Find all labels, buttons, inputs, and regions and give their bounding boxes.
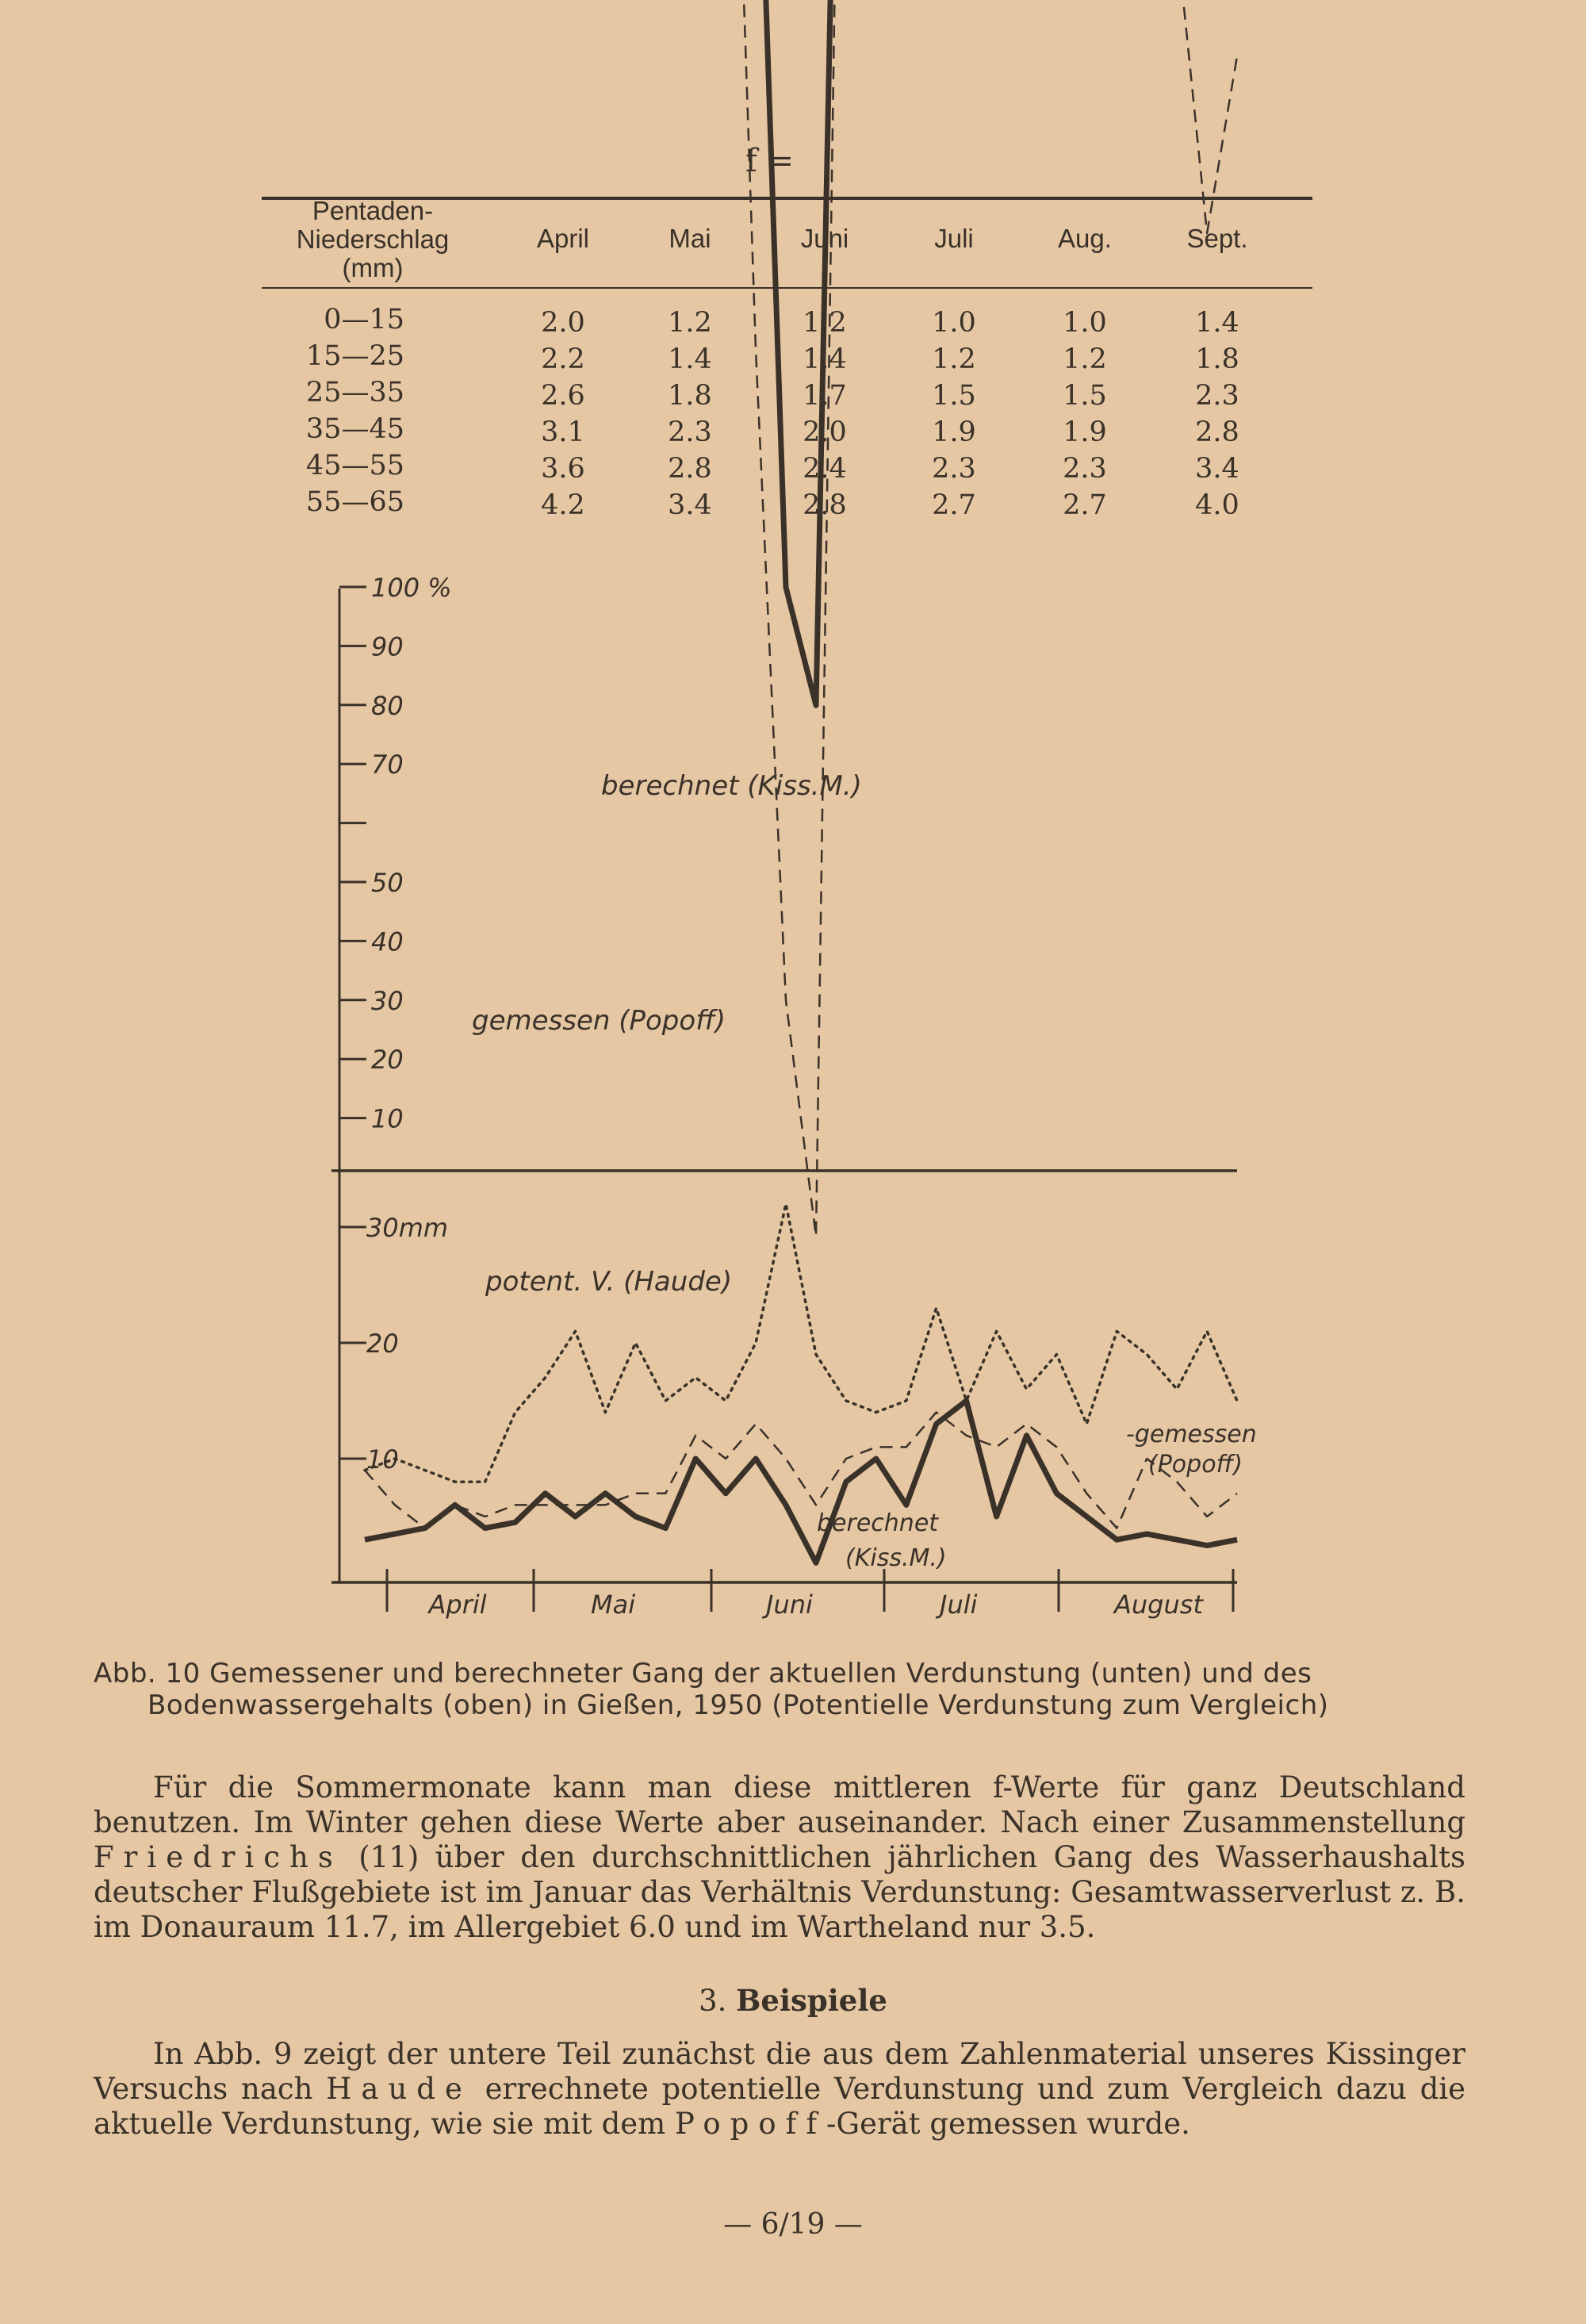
table-cell: 2.8 — [668, 453, 712, 485]
y-tick-label-top: 40 — [371, 926, 404, 957]
table-row-header: Pentaden- Niederschlag (mm) — [296, 196, 450, 282]
paragraph-1: Für die Sommermonate kann man diese mittleren f-Werte für ganz Deutschland benutzen. Im Winter gehen diese Werte aber auseinander. Nach einer Zusammenstellung Friedrichs (11) über den durchschnittlichen jährlichen Gang des Wasserhaushalts deutscher Flußgebiete ist im Januar das Verhältnis Verdunstung: Gesamtwasserverlust z. B. im Donauraum 11.7, im Allergebiet 6.0 und im Wartheland nur 3.5. — [94, 1770, 1465, 1944]
y-tick-label-bottom: 20 — [366, 1329, 399, 1359]
table-cell: 1.0 — [932, 307, 976, 339]
table-cell: 1.8 — [1195, 343, 1239, 375]
section-heading: 3. Beispiele — [699, 1983, 887, 2018]
series-line-top-dashed — [365, 0, 1237, 1237]
y-tick-label-top: 20 — [371, 1045, 404, 1076]
table-cell: 2.0 — [541, 307, 585, 339]
table-cell: 1.9 — [1063, 416, 1107, 448]
y-tick-label-bottom: 10 — [366, 1444, 399, 1475]
table-cell: 1.8 — [668, 380, 712, 412]
table-cell: 1.4 — [803, 343, 847, 375]
table-cell: 2.2 — [541, 343, 585, 375]
label-potent: potent. V. (Haude) — [485, 1266, 733, 1298]
table-cell: 1.2 — [1063, 343, 1107, 375]
table-cell: 2.0 — [803, 416, 847, 448]
table-cell: 3.4 — [1195, 453, 1239, 485]
page-number: — 6/19 — — [723, 2208, 863, 2241]
table-cell: 3.1 — [541, 416, 585, 448]
label-berechnet-bottom-1: berechnet — [817, 1509, 939, 1537]
table-cell: 1.4 — [668, 343, 712, 375]
month-label: Juni — [766, 1590, 813, 1620]
table-cell: 2.6 — [541, 380, 585, 412]
table-row-label: 35—45 — [305, 413, 404, 445]
col-header-mai: Mai — [668, 224, 711, 253]
table-cell: 2.4 — [803, 453, 847, 485]
table-cell: 3.6 — [541, 453, 585, 485]
table-cell: 4.0 — [1195, 489, 1239, 521]
table-title: f = — [745, 143, 795, 179]
y-tick-label-top: 30 — [371, 985, 404, 1016]
table-cell: 2.7 — [1063, 489, 1107, 521]
table-cell: 3.4 — [668, 489, 712, 521]
table-cell: 2.3 — [1195, 380, 1239, 412]
label-gemessen-top: gemessen (Popoff) — [472, 1005, 726, 1037]
col-header-april: April — [536, 224, 590, 253]
label-gemessen-bottom-1: -gemessen — [1126, 1421, 1257, 1448]
label-berechnet-top: berechnet (Kiss.M.) — [601, 770, 862, 802]
series-line-top-solid — [365, 0, 1237, 705]
table-cell: 4.2 — [541, 489, 585, 521]
label-berechnet-bottom-2: (Kiss.M.) — [845, 1544, 947, 1572]
y-tick-label-top: 50 — [371, 868, 404, 898]
y-tick-label-top: 80 — [371, 690, 404, 721]
month-label: August — [1114, 1590, 1203, 1620]
table-row-label: 0—15 — [324, 304, 404, 336]
table-cell: 1.5 — [932, 380, 976, 412]
series-line-bottom-dotted — [365, 1204, 1237, 1482]
table-row-label: 45—55 — [305, 450, 404, 481]
series-line-bottom-dashed — [365, 1413, 1237, 1528]
y-tick-label-top: 10 — [371, 1103, 404, 1134]
month-label: April — [428, 1590, 487, 1620]
table-cell: 1.4 — [1195, 307, 1239, 339]
table-cell: 2.8 — [803, 489, 847, 521]
table-cell: 1.2 — [803, 307, 847, 339]
table-cell: 1.9 — [932, 416, 976, 448]
table-row-label: 25—35 — [305, 377, 404, 408]
label-gemessen-bottom-2: (Popoff) — [1148, 1451, 1243, 1478]
table-cell: 1.2 — [932, 343, 976, 375]
col-header-sept: Sept. — [1186, 224, 1248, 253]
col-header-juli: Juli — [934, 224, 974, 253]
y-tick-label-top: 70 — [371, 750, 404, 780]
table-cell: 2.3 — [1063, 453, 1107, 485]
table-cell: 1.2 — [668, 307, 712, 339]
table-cell: 1.7 — [803, 380, 847, 412]
month-label: Juli — [940, 1590, 978, 1620]
table-cell: 1.5 — [1063, 380, 1107, 412]
paragraph-2: In Abb. 9 zeigt der untere Teil zunächst die aus dem Zahlenmaterial unseres Kissinger Versuchs nach Haude errechnete potentielle Verdunstung und zum Vergleich dazu die aktuelle Verdunstung, wie sie mit dem Popoff-Gerät gemessen wurde. — [94, 2037, 1465, 2141]
col-header-aug: Aug. — [1058, 224, 1112, 253]
col-header-juni: Juni — [800, 224, 849, 253]
table-row-label: 15—25 — [305, 340, 404, 372]
table-row-label: 55—65 — [305, 486, 404, 518]
y-tick-label-top: 90 — [371, 631, 404, 662]
table-cell: 2.3 — [932, 453, 976, 485]
y-tick-label-bottom: 30mm — [366, 1213, 449, 1243]
table-cell: 1.0 — [1063, 307, 1107, 339]
table-cell: 2.3 — [668, 416, 712, 448]
table-cell: 2.7 — [932, 489, 976, 521]
figure-caption: Abb. 10 Gemessener und berechneter Gang der aktuellen Verdunstung (unten) und des Bodenwassergehalts (oben) in Gießen, 1950 (Potentielle Verdunstung zum Vergleich) — [94, 1658, 1329, 1721]
month-label: Mai — [591, 1590, 636, 1620]
y-tick-label-top: 100 % — [371, 573, 452, 603]
table-cell: 2.8 — [1195, 416, 1239, 448]
